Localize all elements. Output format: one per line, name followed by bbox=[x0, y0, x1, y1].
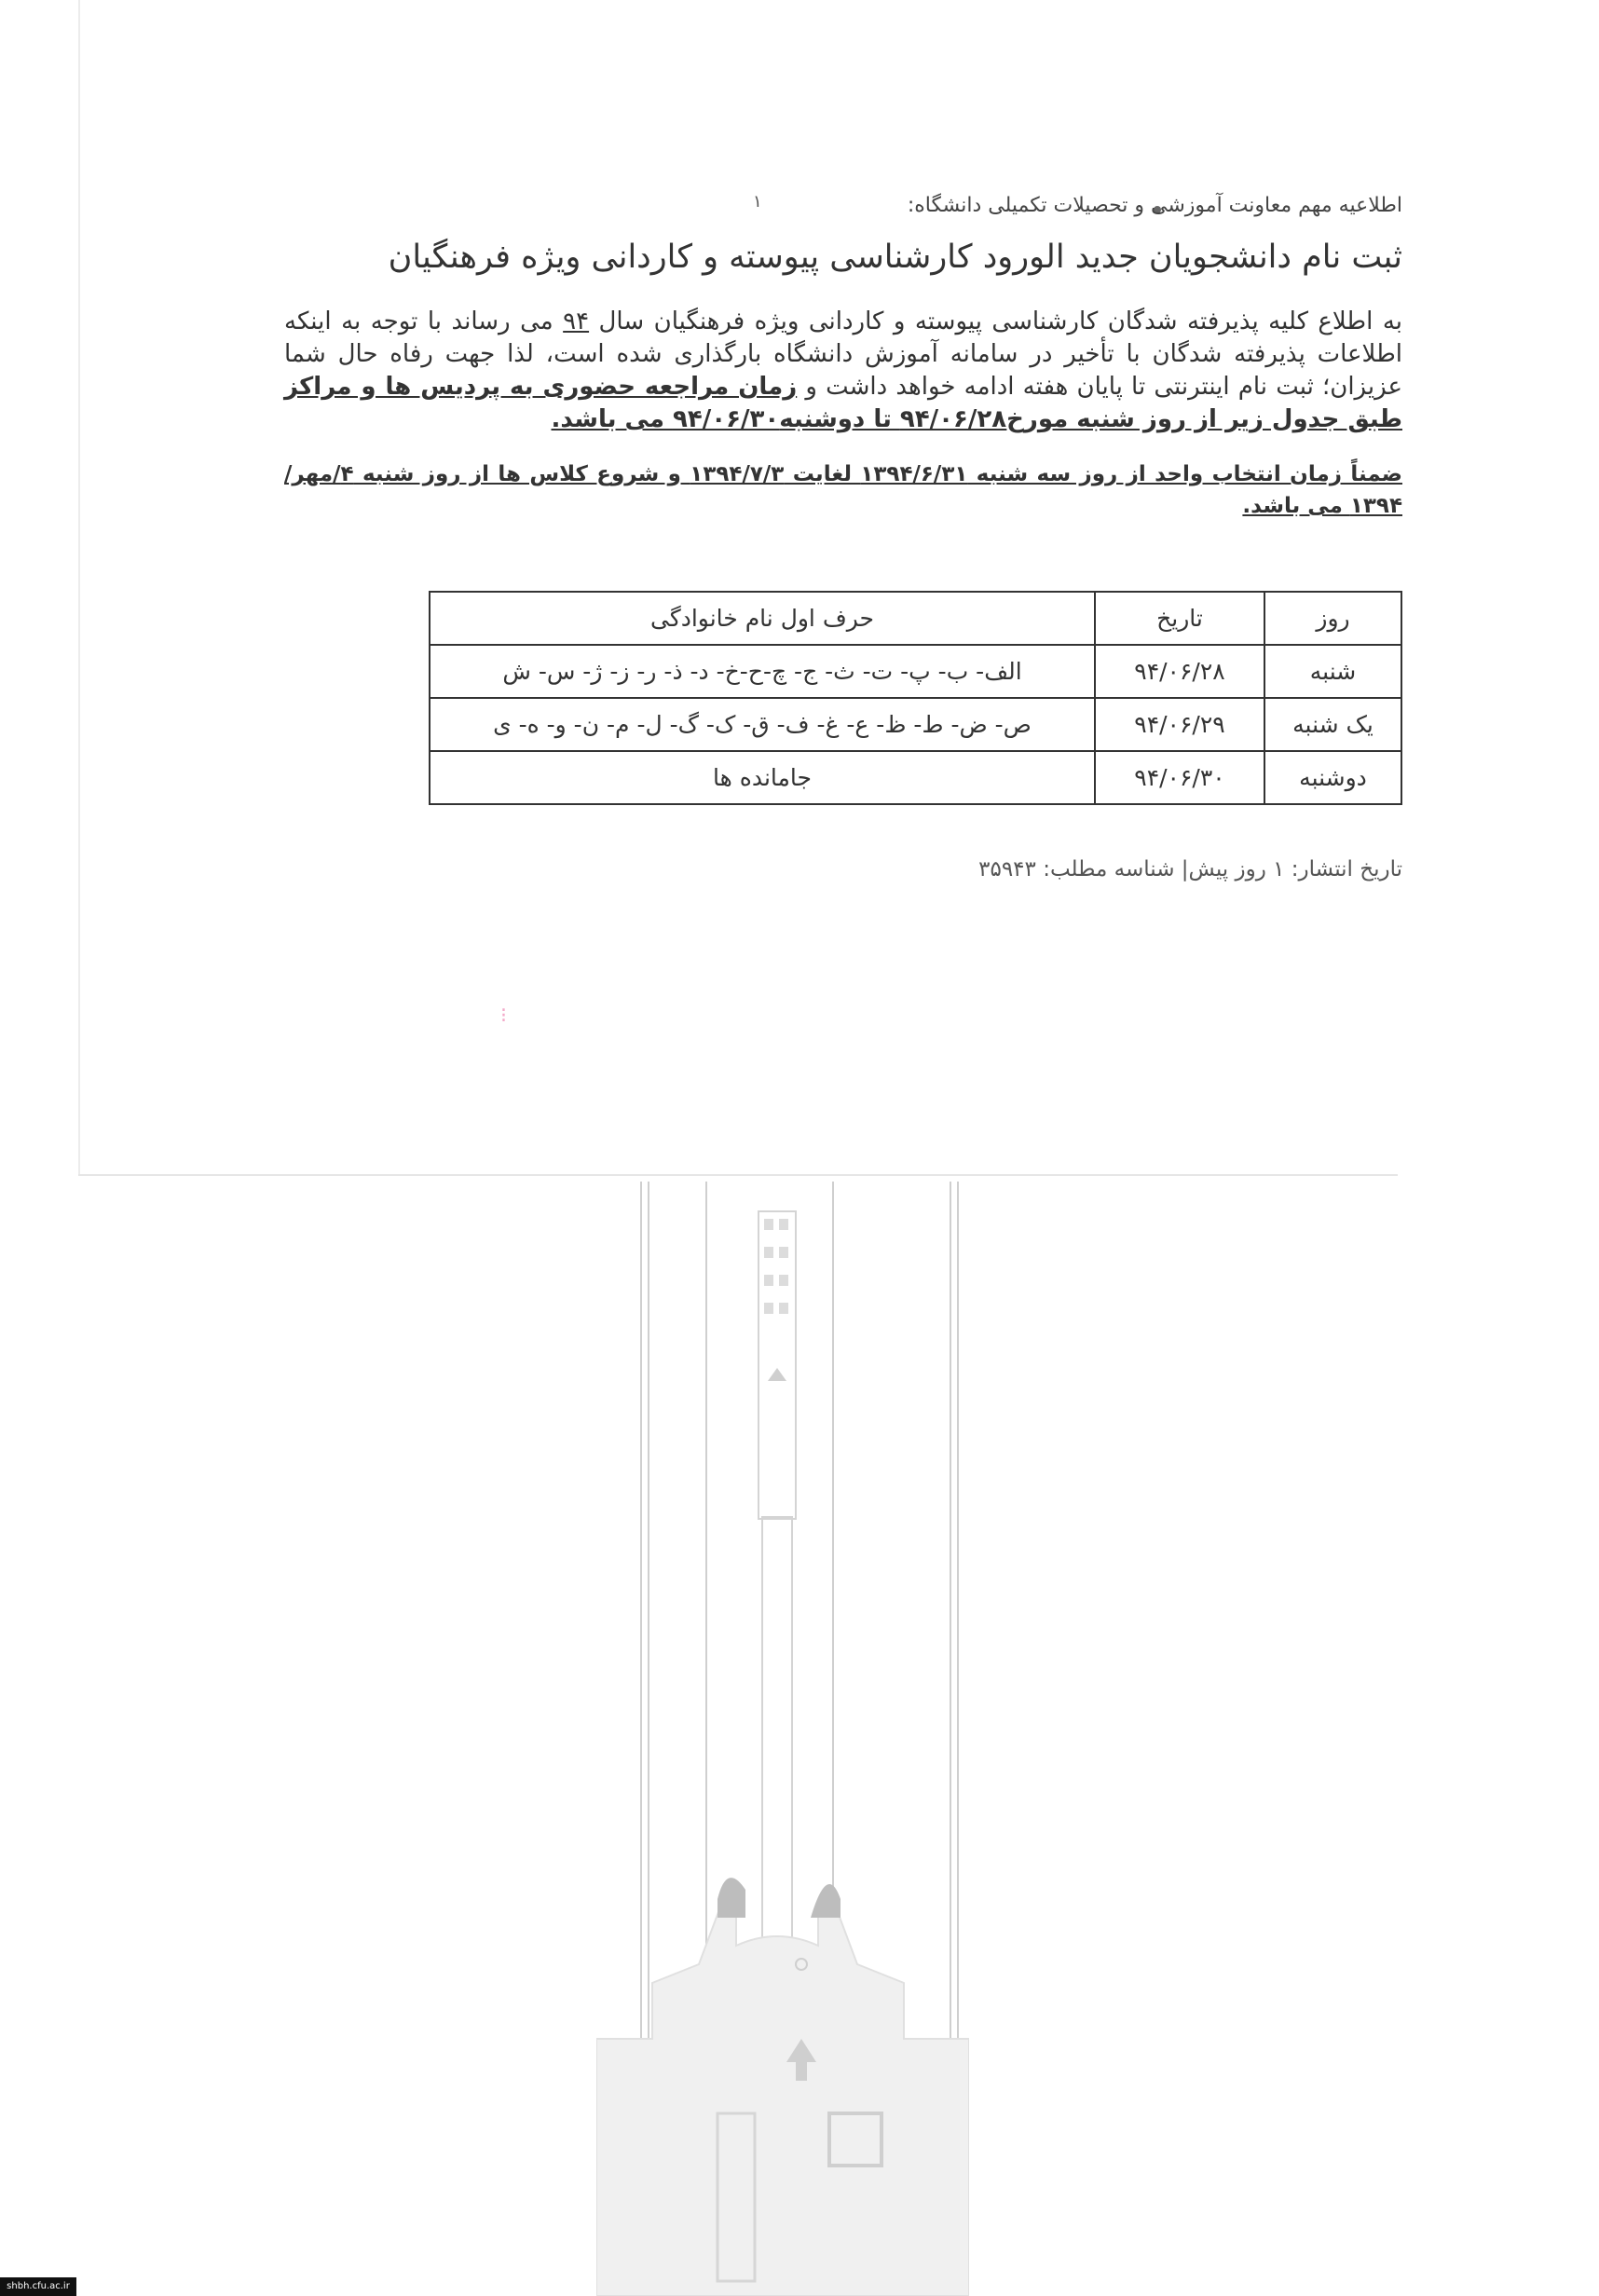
row-day: شنبه bbox=[1264, 645, 1401, 698]
scanner-holder-base bbox=[596, 1890, 969, 2296]
announcement-paragraph bbox=[284, 306, 1402, 436]
row-letters: ص- ض- ط- ظ- ع- غ- ف- ق- ک- گ- ل- م- ن- و- ه- ی bbox=[430, 698, 1095, 751]
arrow-up-icon bbox=[768, 1368, 786, 1381]
site-watermark: shbh.cfu.ac.ir bbox=[0, 2277, 76, 2296]
paragraph-part2: می رساند با توجه به اینکه اطلاعات پذیرفته شدگان با تأخیر در سامانه آموزش دانشگاه بارگذاری شده است، لذا جهت رفاه حال شما عزیزان؛ ثبت نام اینترنتی تا پایان هفته ادامه خواهد داشت و bbox=[284, 308, 1402, 401]
schedule-table bbox=[429, 591, 1402, 805]
scanner-holder-notches bbox=[718, 1878, 840, 1918]
paper-bottom-edge bbox=[78, 1174, 1398, 1176]
row-date: ۹۴/۰۶/۳۰ bbox=[1095, 751, 1264, 804]
pink-scan-mark: ⁝ bbox=[500, 1004, 507, 1028]
row-date: ۹۴/۰۶/۲۸ bbox=[1095, 645, 1264, 698]
header-date: تاریخ bbox=[1095, 592, 1264, 645]
table-row bbox=[430, 751, 1401, 804]
header-line: اطلاعیه مهم معاونت آموزشی و تحصیلات تکمیلی دانشگاه: bbox=[907, 194, 1402, 217]
row-letters: الف- ب- پ- ت- ث- ج- چ-ح-خ- د- ذ- ر- ز- ژ- س- ش bbox=[430, 645, 1095, 698]
table-row bbox=[430, 645, 1401, 698]
row-day: یک شنبه bbox=[1264, 698, 1401, 751]
header-day: روز bbox=[1264, 592, 1401, 645]
header-letters: حرف اول نام خانوادگی bbox=[430, 592, 1095, 645]
page-mark: ۱ bbox=[753, 192, 762, 212]
table-row bbox=[430, 698, 1401, 751]
paragraph-part1: به اطلاع کلیه پذیرفته شدگان کارشناسی پیوسته و کاردانی ویژه فرهنگیان سال bbox=[589, 308, 1402, 335]
row-day: دوشنبه bbox=[1264, 751, 1401, 804]
publish-meta: تاریخ انتشار: ۱ روز پیش| شناسه مطلب: ۳۵۹۴۳ bbox=[978, 857, 1402, 882]
film-strip-icon bbox=[764, 1219, 788, 1314]
scanner-holder-slot bbox=[758, 1211, 796, 1983]
announcement-title: ثبت نام دانشجویان جدید الورود کارشناسی پیوسته و کاردانی ویژه فرهنگیان bbox=[388, 239, 1402, 276]
paragraph-bold: زمان مراجعه حضوری به پردیس ها و مراکز طبق جدول زیر از روز شنبه مورخ۹۴/۰۶/۲۸ تا دوشنبه۹۴/۰۶/۳۰ می باشد. bbox=[284, 373, 1402, 433]
paragraph-year: ۹۴ bbox=[563, 308, 590, 335]
row-date: ۹۴/۰۶/۲۹ bbox=[1095, 698, 1264, 751]
scanner-holder-graphic bbox=[596, 1182, 969, 2296]
row-letters: جامانده ها bbox=[430, 751, 1095, 804]
table-header-row bbox=[430, 592, 1401, 645]
paper-left-edge bbox=[78, 0, 80, 1176]
announcement-paragraph-2: ضمناً زمان انتخاب واحد از روز سه شنبه ۱۳۹۴/۶/۳۱ لغایت ۱۳۹۴/۷/۳ و شروع کلاس ها از روز شنبه ۴/مهر/۱۳۹۴ می باشد. bbox=[284, 462, 1402, 518]
